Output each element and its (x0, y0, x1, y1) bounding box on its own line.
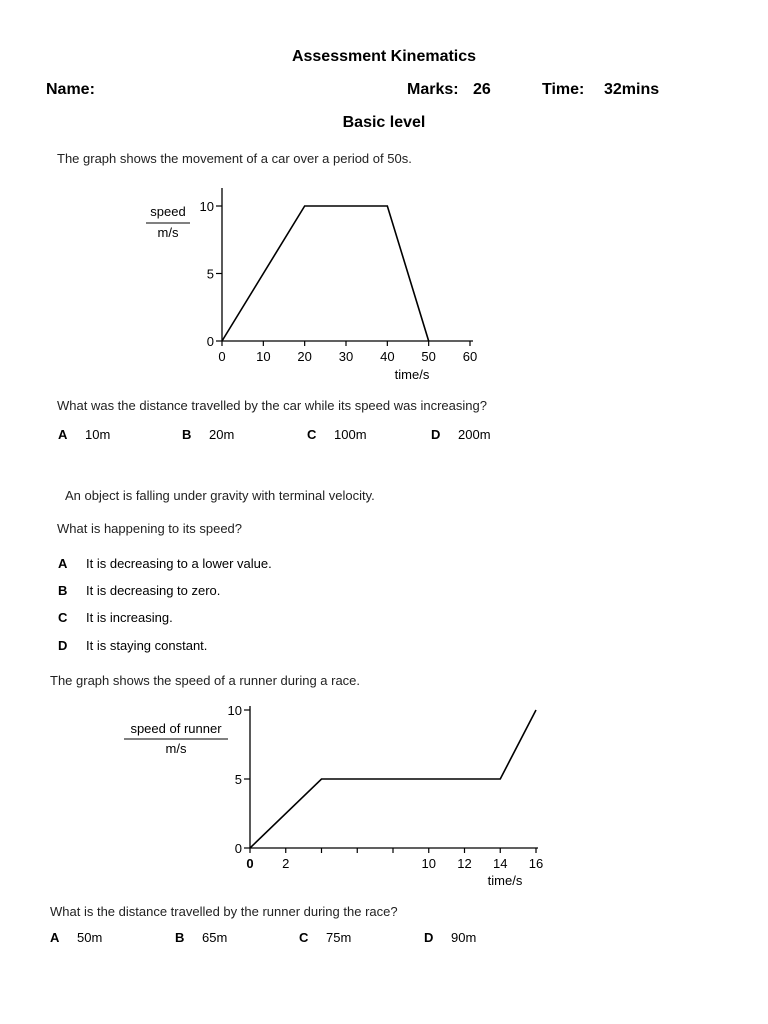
option-letter: B (58, 583, 68, 598)
marks-label: Marks: (407, 81, 459, 98)
option-letter: C (299, 930, 309, 945)
option-text: It is increasing. (86, 610, 173, 625)
option-text: It is decreasing to zero. (86, 583, 221, 598)
option-letter: D (424, 930, 434, 945)
x-tick-label: 16 (528, 856, 544, 871)
time-value: 32mins (604, 81, 660, 98)
y-tick-label: 5 (234, 772, 242, 787)
y-label-bottom: m/s (157, 225, 179, 240)
x-tick-label: 0 (218, 349, 226, 364)
option-letter: B (182, 427, 192, 442)
option-letter: D (431, 427, 441, 442)
option-text: It is decreasing to a lower value. (86, 556, 272, 571)
option-text: 100m (334, 427, 367, 442)
option-letter: B (175, 930, 185, 945)
q3-question: What is the distance travelled by the runner during the race? (50, 904, 398, 919)
y-tick-label: 5 (206, 266, 214, 282)
x-tick-label: 60 (462, 349, 478, 364)
y-label-top: speed (150, 204, 186, 219)
y-tick-label: 10 (227, 703, 242, 718)
runner-speed-chart (110, 700, 560, 895)
q2-question: What is happening to its speed? (57, 521, 243, 536)
x-tick-label: 0 (246, 856, 254, 871)
option-letter: D (58, 638, 68, 653)
page-title: Assessment Kinematics (291, 48, 477, 65)
option-letter: A (58, 427, 68, 442)
marks-value: 26 (473, 81, 491, 98)
x-tick-label: 30 (338, 349, 354, 364)
x-axis-label: time/s (487, 873, 523, 888)
x-axis-label: time/s (394, 367, 430, 382)
option-text: 20m (209, 427, 235, 442)
level-heading: Basic level (342, 114, 426, 131)
x-tick-label: 10 (256, 349, 271, 364)
x-tick-label: 2 (282, 856, 290, 871)
option-text: 75m (326, 930, 352, 945)
time-label: Time: (542, 81, 585, 98)
option-text: 65m (202, 930, 228, 945)
option-text: 200m (458, 427, 491, 442)
y-label-bottom: m/s (165, 741, 187, 756)
option-text: 10m (85, 427, 111, 442)
q1-intro: The graph shows the movement of a car over a period of 50s. (57, 151, 412, 166)
option-text: 90m (451, 930, 477, 945)
option-letter: C (307, 427, 317, 442)
name-label: Name: (46, 81, 95, 98)
speed-line (250, 710, 536, 848)
q1-question: What was the distance travelled by the car while its speed was increasing? (57, 398, 487, 413)
x-tick-label: 50 (421, 349, 436, 364)
option-text: 50m (77, 930, 103, 945)
option-letter: A (50, 930, 60, 945)
option-letter: C (58, 610, 68, 625)
option-letter: A (58, 556, 68, 571)
q2-intro: An object is falling under gravity with terminal velocity. (65, 488, 375, 503)
q3-intro: The graph shows the speed of a runner during a race. (50, 673, 361, 688)
x-tick-label: 40 (380, 349, 395, 364)
y-tick-label: 0 (234, 841, 242, 856)
x-tick-label: 20 (297, 349, 312, 364)
x-tick-label: 10 (421, 856, 436, 871)
x-tick-label: 12 (457, 856, 472, 871)
y-tick-label: 10 (199, 199, 214, 214)
car-speed-chart (140, 180, 490, 385)
x-tick-label: 14 (493, 856, 508, 871)
y-label-top: speed of runner (130, 721, 222, 736)
y-tick-label: 0 (206, 334, 214, 349)
speed-line (222, 206, 429, 341)
option-text: It is staying constant. (86, 638, 208, 653)
